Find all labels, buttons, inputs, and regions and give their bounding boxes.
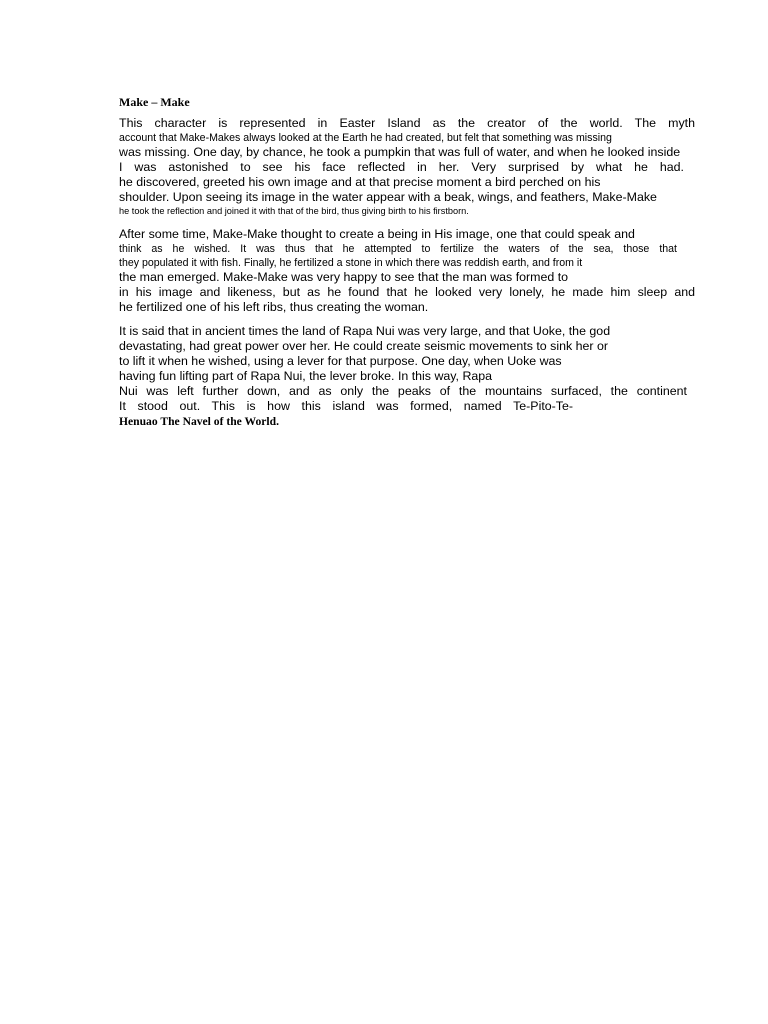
paragraph-2 [119, 227, 695, 315]
text-line: he fertilized one of his left ribs, thus creating the woman. [119, 300, 429, 314]
document-body [119, 94, 695, 438]
text-line: he discovered, greeted his own image and at that precise moment a bird perched on his [119, 175, 601, 189]
text-line: was missing. One day, by chance, he took a pumpkin that was full of water, and when he looked inside [119, 145, 681, 159]
text-line: This character is represented in Easter Island as the creator of the world. The myth [119, 116, 695, 130]
text-line: I was astonished to see his face reflected in her. Very surprised by what he had. [119, 160, 684, 174]
text-line: It stood out. This is how this island was formed, named Te-Pito-Te- [119, 399, 573, 413]
paragraph-3 [119, 324, 695, 429]
text-line: After some time, Make-Make thought to create a being in His image, one that could speak and [119, 227, 635, 241]
text-line: It is said that in ancient times the land of Rapa Nui was very large, and that Uoke, the god [119, 324, 611, 338]
text-line: Nui was left further down, and as only the peaks of the mountains surfaced, the continent [119, 384, 687, 398]
text-line: in his image and likeness, but as he found that he looked very lonely, he made him sleep and [119, 285, 695, 299]
text-line: they populated it with fish. Finally, he fertilized a stone in which there was reddish earth, and from it [119, 257, 583, 269]
closing-line: Henuao The Navel of the World. [119, 415, 279, 428]
text-line: having fun lifting part of Rapa Nui, the lever broke. In this way, Rapa [119, 369, 493, 383]
text-line: account that Make-Makes always looked at the Earth he had created, but felt that something was missing [119, 132, 612, 144]
text-line: the man emerged. Make-Make was very happy to see that the man was formed to [119, 270, 569, 284]
text-line: he took the reflection and joined it with that of the bird, thus giving birth to his firstborn. [119, 206, 469, 216]
document-title: Make – Make [119, 95, 190, 109]
text-line: think as he wished. It was thus that he attempted to fertilize the waters of the sea, those that [119, 243, 677, 255]
text-line: shoulder. Upon seeing its image in the water appear with a beak, wings, and feathers, Make-Make [119, 190, 657, 204]
paragraph-1 [119, 116, 695, 218]
text-line: to lift it when he wished, using a lever for that purpose. One day, when Uoke was [119, 354, 562, 368]
text-line: devastating, had great power over her. He could create seismic movements to sink her or [119, 339, 608, 353]
